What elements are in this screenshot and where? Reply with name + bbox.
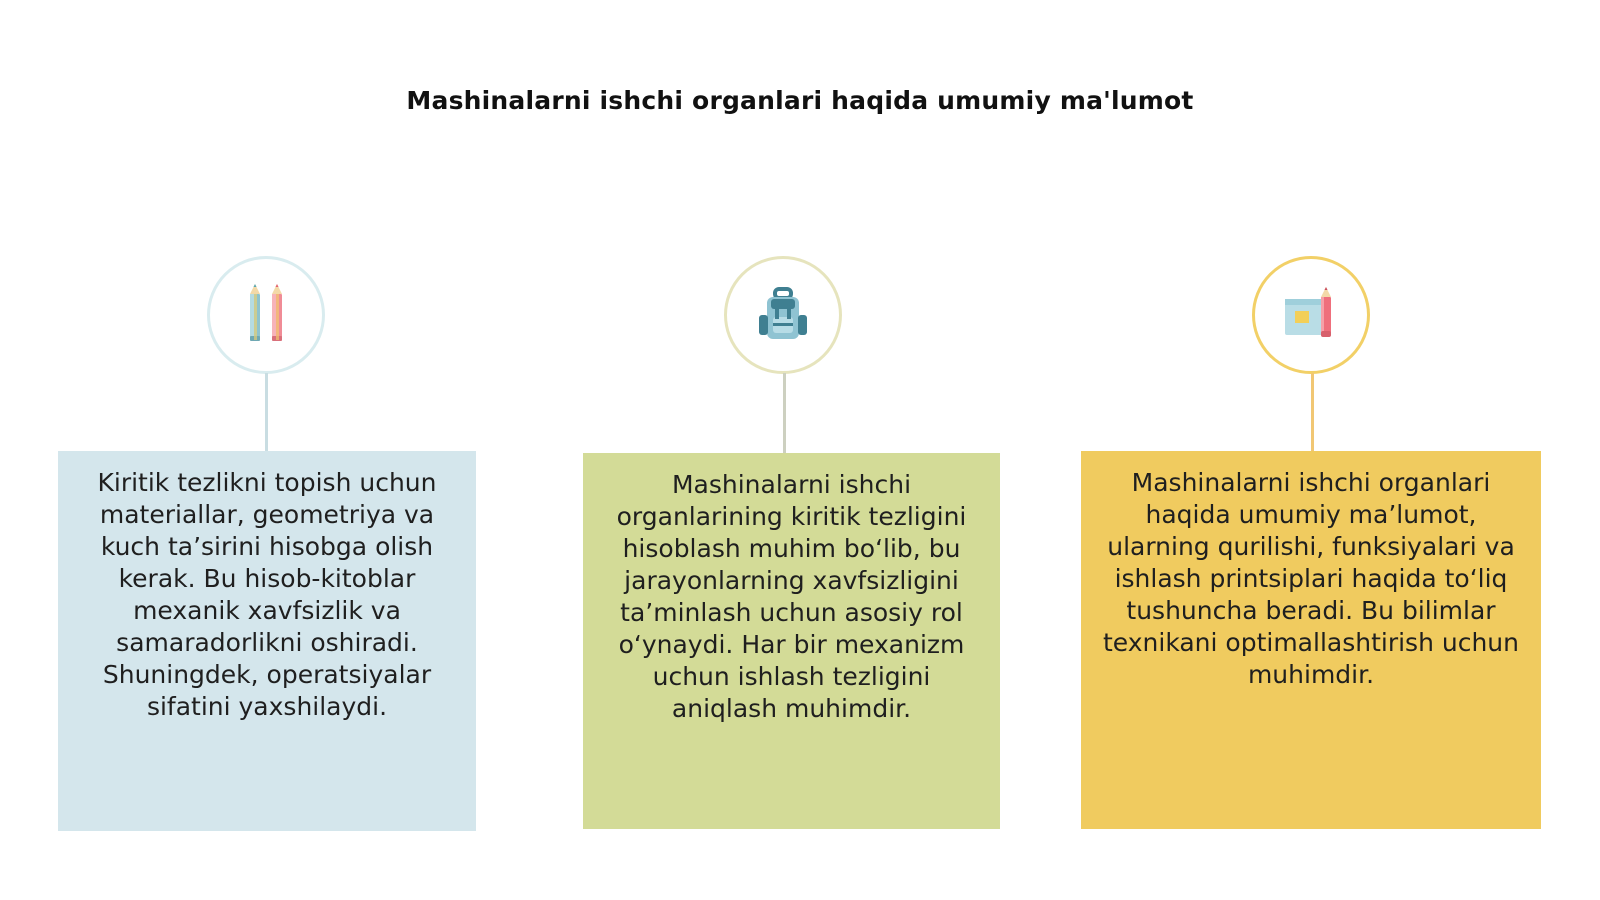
connector-line-2 (783, 373, 786, 453)
card-text-3: Mashinalarni ishchi organlari haqida umumiy ma’lumot, ularning qurilishi, funksiyalari va ishlash printsiplari haqida to‘liq tushuncha beradi. Bu bilimlar texnikani optimallashtirish uchun muhimdir. (1102, 468, 1519, 689)
icon-circle-3 (1252, 256, 1370, 374)
card-text-1: Kiritik tezlikni topish uchun materiallar, geometriya va kuch ta’sirini hisobga olish kerak. Bu hisob-kitoblar mexanik xavfsizlik va samaradorlikni oshiradi. Shuningdek, operatsiyalar sifatini yaxshilaydi. (97, 468, 437, 721)
card-text-2: Mashinalarni ishchi organlarining kiritik tezligini hisoblash muhim bo‘lib, bu jarayonlarning xavfsizligini ta’minlash uchun asosiy rol o‘ynaydi. Har bir mexanizm uchun ishlash tezligini aniqlash muhimdir. (616, 470, 967, 723)
connector-line-3 (1311, 373, 1314, 451)
info-card-3 (1081, 451, 1541, 829)
icon-circle-2 (724, 256, 842, 374)
connector-line-1 (265, 373, 268, 451)
sticky-note-pencil-icon (1279, 283, 1343, 347)
pencils-icon (236, 280, 296, 350)
info-card-2 (583, 453, 1000, 829)
info-card-1 (58, 451, 476, 831)
page-title: Mashinalarni ishchi organlari haqida umumiy ma'lumot (406, 86, 1194, 115)
icon-circle-1 (207, 256, 325, 374)
backpack-icon (751, 283, 815, 347)
